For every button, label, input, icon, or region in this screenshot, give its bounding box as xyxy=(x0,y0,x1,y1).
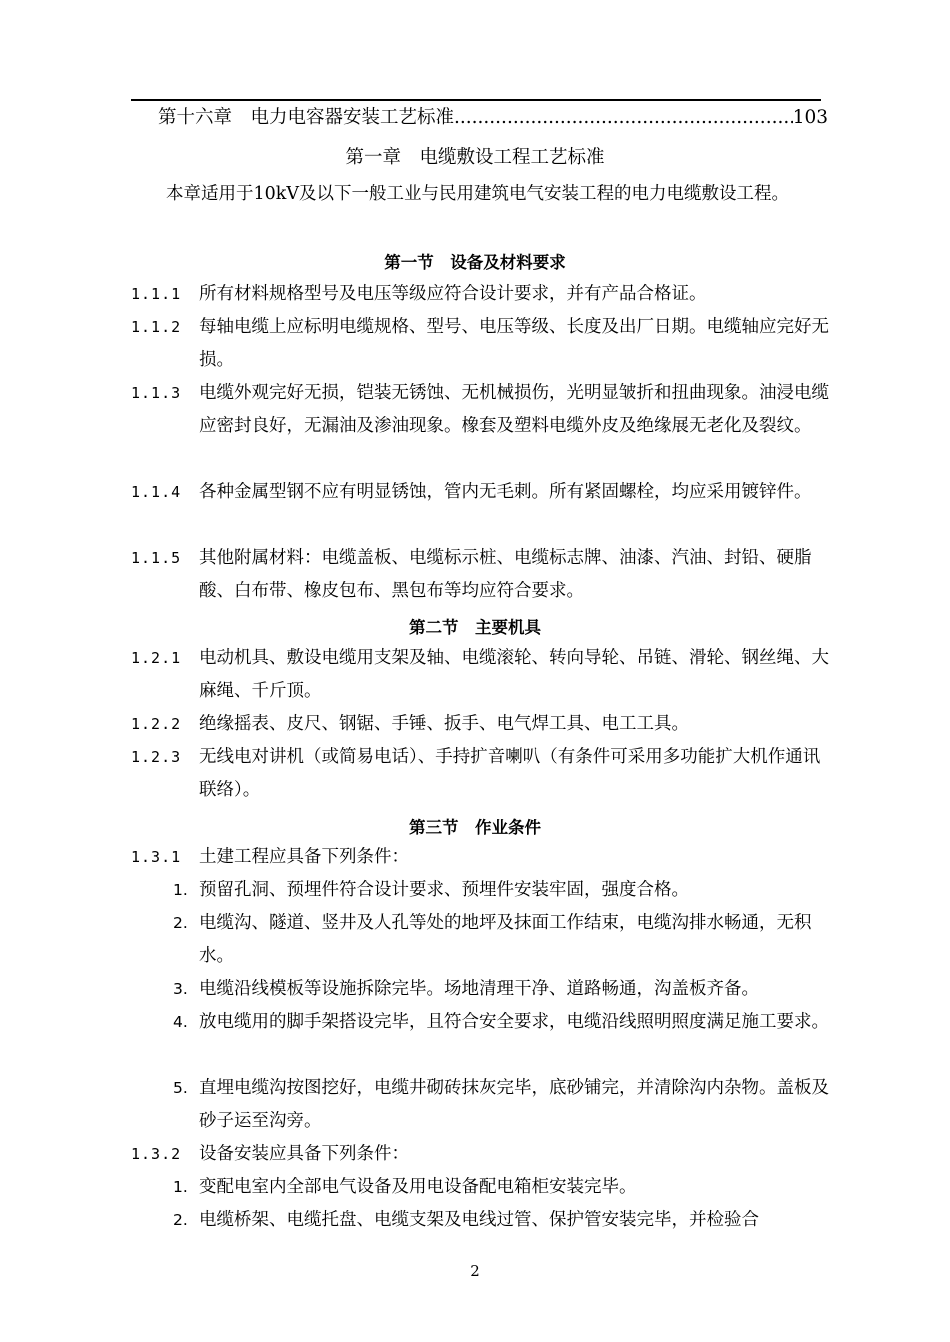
section-heading-3: 第三节 作业条件 xyxy=(409,818,541,837)
subitem-number: 2. xyxy=(173,1211,188,1229)
intro-paragraph: 本章适用于10kV及以下一般工业与民用建筑电气安装工程的电力电缆敷设工程。 xyxy=(166,184,790,204)
clause-text: 电动机具、敷设电缆用支架及轴、电缆滚轮、转向导轮、吊链、滑轮、钢丝绳、大麻绳、千斤顶。 xyxy=(199,648,829,701)
subitem-1-3-1-4 xyxy=(131,1006,831,1039)
subitem-1-3-1-3 xyxy=(131,973,831,1006)
subitem-number: 3. xyxy=(173,980,188,998)
clause-1-2-2 xyxy=(131,708,831,741)
header-rule xyxy=(131,99,821,101)
clause-number: 1.1.5 xyxy=(131,549,182,567)
clause-number: 1.1.4 xyxy=(131,483,182,501)
clause-1-1-5 xyxy=(131,542,831,608)
subitem-number: 2. xyxy=(173,914,188,932)
subitem-1-3-2-2 xyxy=(131,1204,831,1237)
clause-1-3-1 xyxy=(131,841,831,874)
subitem-text: 电缆沟、隧道、竖井及人孔等处的地坪及抹面工作结束，电缆沟排水畅通，无积水。 xyxy=(199,913,812,966)
clause-number: 1.1.1 xyxy=(131,285,182,303)
clause-1-1-2 xyxy=(131,311,831,377)
clause-1-1-4 xyxy=(131,476,831,509)
clause-number: 1.2.3 xyxy=(131,748,182,766)
clause-text: 各种金属型钢不应有明显锈蚀，管内无毛刺。所有紧固螺栓，均应采用镀锌件。 xyxy=(199,482,812,502)
subitem-text: 放电缆用的脚手架搭设完毕，且符合安全要求，电缆沿线照明照度满足施工要求。 xyxy=(199,1012,829,1032)
clause-1-2-3 xyxy=(131,741,831,807)
clause-text: 绝缘摇表、皮尺、钢锯、手锤、扳手、电气焊工具、电工工具。 xyxy=(199,714,689,734)
toc-title: 第十六章 电力电容器安装工艺标准 xyxy=(158,107,455,128)
clause-text: 设备安装应具备下列条件： xyxy=(199,1144,409,1164)
section-heading-2: 第二节 主要机具 xyxy=(409,618,541,637)
clause-number: 1.3.1 xyxy=(131,848,182,866)
chapter-title: 第一章 电缆敷设工程工艺标准 xyxy=(345,147,605,168)
clause-1-1-3 xyxy=(131,377,831,443)
toc-entry[interactable] xyxy=(158,103,828,131)
subitem-number: 1. xyxy=(173,1178,188,1196)
toc-page-number: 103 xyxy=(792,107,828,128)
clause-text: 每轴电缆上应标明电缆规格、型号、电压等级、长度及出厂日期。电缆轴应完好无损。 xyxy=(199,317,829,370)
clause-number: 1.2.1 xyxy=(131,649,182,667)
page-number: 2 xyxy=(470,1262,480,1280)
subitem-1-3-1-5 xyxy=(131,1072,831,1138)
clause-number: 1.1.3 xyxy=(131,384,182,402)
clause-text: 其他附属材料：电缆盖板、电缆标示桩、电缆标志牌、油漆、汽油、封铅、硬脂酸、白布带、橡皮包布、黑包布等均应符合要求。 xyxy=(199,548,812,601)
subitem-1-3-2-1 xyxy=(131,1171,831,1204)
clause-number: 1.1.2 xyxy=(131,318,182,336)
subitem-number: 1. xyxy=(173,881,188,899)
clause-number: 1.3.2 xyxy=(131,1145,182,1163)
clause-1-2-1 xyxy=(131,642,831,708)
clause-1-1-1 xyxy=(131,278,831,311)
subitem-text: 直埋电缆沟按图挖好，电缆井砌砖抹灰完毕，底砂铺完，并清除沟内杂物。盖板及砂子运至沟旁。 xyxy=(199,1078,829,1131)
toc-leader-dots xyxy=(454,107,793,128)
subitem-text: 电缆沿线模板等设施拆除完毕。场地清理干净、道路畅通，沟盖板齐备。 xyxy=(199,979,759,999)
subitem-number: 4. xyxy=(173,1013,188,1031)
subitem-text: 预留孔洞、预埋件符合设计要求、预埋件安装牢固，强度合格。 xyxy=(199,880,689,900)
clause-text: 电缆外观完好无损，铠装无锈蚀、无机械损伤，光明显皱折和扭曲现象。油浸电缆应密封良好，无漏油及渗油现象。橡套及塑料电缆外皮及绝缘展无老化及裂纹。 xyxy=(199,383,829,436)
subitem-number: 5. xyxy=(173,1079,188,1097)
subitem-1-3-1-2 xyxy=(131,907,831,973)
subitem-text: 变配电室内全部电气设备及用电设备配电箱柜安装完毕。 xyxy=(199,1177,637,1197)
subitem-text: 电缆桥架、电缆托盘、电缆支架及电线过管、保护管安装完毕，并检验合 xyxy=(199,1210,759,1230)
clause-1-3-2 xyxy=(131,1138,831,1171)
clause-text: 无线电对讲机（或简易电话）、手持扩音喇叭（有条件可采用多功能扩大机作通讯联络）。 xyxy=(199,747,821,800)
clause-text: 土建工程应具备下列条件： xyxy=(199,847,409,867)
clause-number: 1.2.2 xyxy=(131,715,182,733)
clause-text: 所有材料规格型号及电压等级应符合设计要求，并有产品合格证。 xyxy=(199,284,707,304)
subitem-1-3-1-1 xyxy=(131,874,831,907)
section-heading-1: 第一节 设备及材料要求 xyxy=(384,253,566,272)
